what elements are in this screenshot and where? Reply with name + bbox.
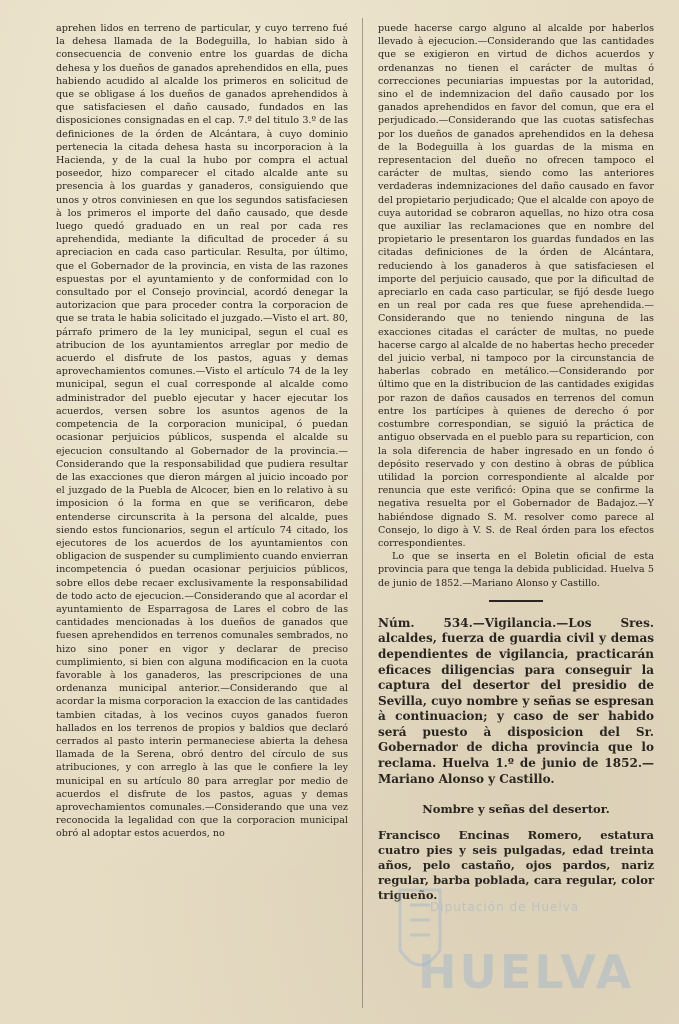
left-column [56,22,348,841]
vigilance-notice: Núm. 534.—Vigilancia.—Los Sres. alcaldes, fuerza de guardia civil y demas dependientes de vigilancia, practicarán eficaces diligencias para conseguir la captura del desertor del presidio de Sevilla, cuyo nombre y señas se espresan à continuacion; y caso de ser habido será puesto à disposicion del Sr. Gobernador de dicha provincia que lo reclama. Huelva 1.º de junio de 1852.—Mariano Alonso y Castillo. [378,615,654,786]
left-column-text: aprehen lidos en terreno de particular, y cuyo terreno fué la dehesa llamada de la Bodeguilla, lo habian sido à consecuencia de convenio entre los guardas de dicha dehesa y los dueños de ganados aprehendidos en ella, pues habiendo acudido al alcalde los primeros en solicitud de que se obligase á los dueños de ganados aprehendidos à que satisfaciesen el daño causado, fundados en las disposiciones consignadas en el cap. 7.º del titulo 3.º de las definiciones de la órden de Alcántara, à cuyo dominio pertenecia la citada dehesa hasta su incorporacion à la Hacienda, y de la cual la hubo por compra el actual poseedor, hizo comparecer el citado alcalde ante su presencia à los guardas y ganaderos, consiguiendo que unos y otros conviniesen en que los segundos satisfaciesen à los primeros el importe del daño causado, que desde luego quedó graduado en un real por cada res aprehendida, mediante la dificultad de proceder á su apreciacion en cada caso particular. Resulta, por último, que el Gobernador de la provincia, en vista de las razones espuestas por el ayuntamiento y de conformidad con lo consultado por el Consejo provincial, acordó denegar la autorizacion que para proceder contra la corporacion de que se trata le habia solicitado el juzgado.—Visto el art. 80, párrafo primero de la ley municipal, segun el cual es atribucion de los ayuntamientos arreglar por medio de acuerdo el disfrute de los pastos, aguas y demas aprovechamientos comunes.—Visto el artículo 74 de la ley municipal, segun el cual corresponde al alcalde como administrador del pueblo ejecutar y hacer ejecutar los acuerdos, versen sobre los asuntos agenos de la competencia de la corporacion municipal, ó puedan ocasionar perjuicios públicos, suspenda el alcalde su ejecucion consultando al Gobernador de la provincia.—Considerando que la responsabilidad que pudiera resultar de las exacciones que dieron márgen al juicio incoado por el juzgado de la Puebla de Alcocer, bien en lo relativo à su imposicion ó la forma en que se verificaron, debe entenderse circunscrita à la persona del alcalde, pues siendo estos funcionarios, segun el artículo 74 citado, los ejecutores de los acuerdos de los ayuntamientos con obligacion de suspender su cumplimiento cuando envierran incompetencia ó puedan ocasionar perjuicios públicos, sobre ellos debe recaer exclusivamente la responsabilidad de todo acto de ejecucion.—Considerando que al acordar el ayuntamiento de Esparragosa de Lares el cobro de las cantidades mencionadas à los dueños de ganados que fuesen aprehendidos en terrenos comunales sembrados, no hizo sino poner en vigor y declarar de preciso cumplimiento, si bien con alguna modificacion en la cuota favorable à los ganaderos, las prescripciones de una ordenanza municipal anterior.—Considerando que al acordar la misma corporacion la exaccion de las cantidades tambien citadas, à los vecinos cuyos ganados fueron hallados en los terrenos de propios y baldios que declaró cerrados al pasto interin permaneciese abierta la dehesa llamada de la Serena, obró dentro del círculo de sus atribuciones, y con arreglo à las que le confiere la ley municipal en su artículo 80 para arreglar por medio de acuerdos el disfrute de los pastos, aguas y demas aprovechamientos comunales.—Considerando que una vez reconocida la legalidad con que la corporacion municipal obró al adoptar estos acuerdos, no [56,23,348,840]
closing-paragraph: Lo que se inserta en el Boletin oficial de esta provincia para que tenga la debida publicidad. Huelva 5 de junio de 1852.—Mariano Alonso y Castillo. [378,551,654,589]
deserter-heading: Nombre y señas del desertor. [422,802,610,817]
watermark-big-text: HUELVA [418,945,635,999]
deserter-description: Francisco Encinas Romero, estatura cuatro pies y seis pulgadas, edad treinta años, pelo castaño, ojos pardos, nariz regular, barba poblada, cara regular, color trigueño. [378,828,654,903]
column-divider [362,18,363,1008]
section-divider [489,600,543,602]
right-column-text: puede hacerse cargo alguno al alcalde por haberlos llevado à ejecucion.—Considerando que las cantidades que se exigieron en virtud de dichos acuerdos y ordenanzas no tienen el carácter de multas ó correcciones pecuniarias impuestas por la autoridad, sino el de indemnizacion del daño causado por los ganados aprehendidos en favor del comun, que era el perjudicado.—Considerando que las cuotas satisfechas por los dueños de ganados aprehendidos en la dehesa de la Bodeguilla à los guardas de la misma en representacion del dueño no ofrecen tampoco el carácter de multas, siendo como las anteriores verdaderas indemnizaciones del daño causado en favor del propietario perjudicado; Que el alcalde con apoyo de cuya autoridad se cobraron aquellas, no hizo otra cosa que auxiliar las reclamaciones que en nombre del propietario le presentaron los guardas fundados en las citadas definiciones de la órden de Alcántara, reduciendo à los ganaderos à que satisfaciesen el importe del perjuicio causado, que por la dificultad de apreciarlo en cada caso particular, se fijó desde luego en un real por cada res que fuese aprehendida.—Considerando que no teniendo ninguna de las exacciones citadas el carácter de multas, no puede hacerse cargo al alcalde de no habertas hecho preceder del juicio verbal, ni tampoco por la circunstancia de haberlas cobrado en metálico.—Considerando por último que en la distribucion de las cantidades exigidas por razon de daños causados en terrenos del comun entre los partícipes à quienes de derecho ó por costumbre correspondian, se siguió la práctica de antiguo observada en el pueblo para su reparticion, con la sola diferencia de haber ingresado en un fondo ó depósito reservado y con destino à obras de pública utilidad la porcion correspondiente al alcalde por renuncia que este verificó: Opina que se confirme la negativa resuelta por el Gobernador de Badajoz.—Y habiéndose dignado S. M. resolver como parece al Consejo, lo digo à V. S. de Real órden para los efectos correspondientes. [378,23,654,549]
right-column [378,22,654,903]
watermark-small-text: Diputación de Huelva [430,900,580,914]
